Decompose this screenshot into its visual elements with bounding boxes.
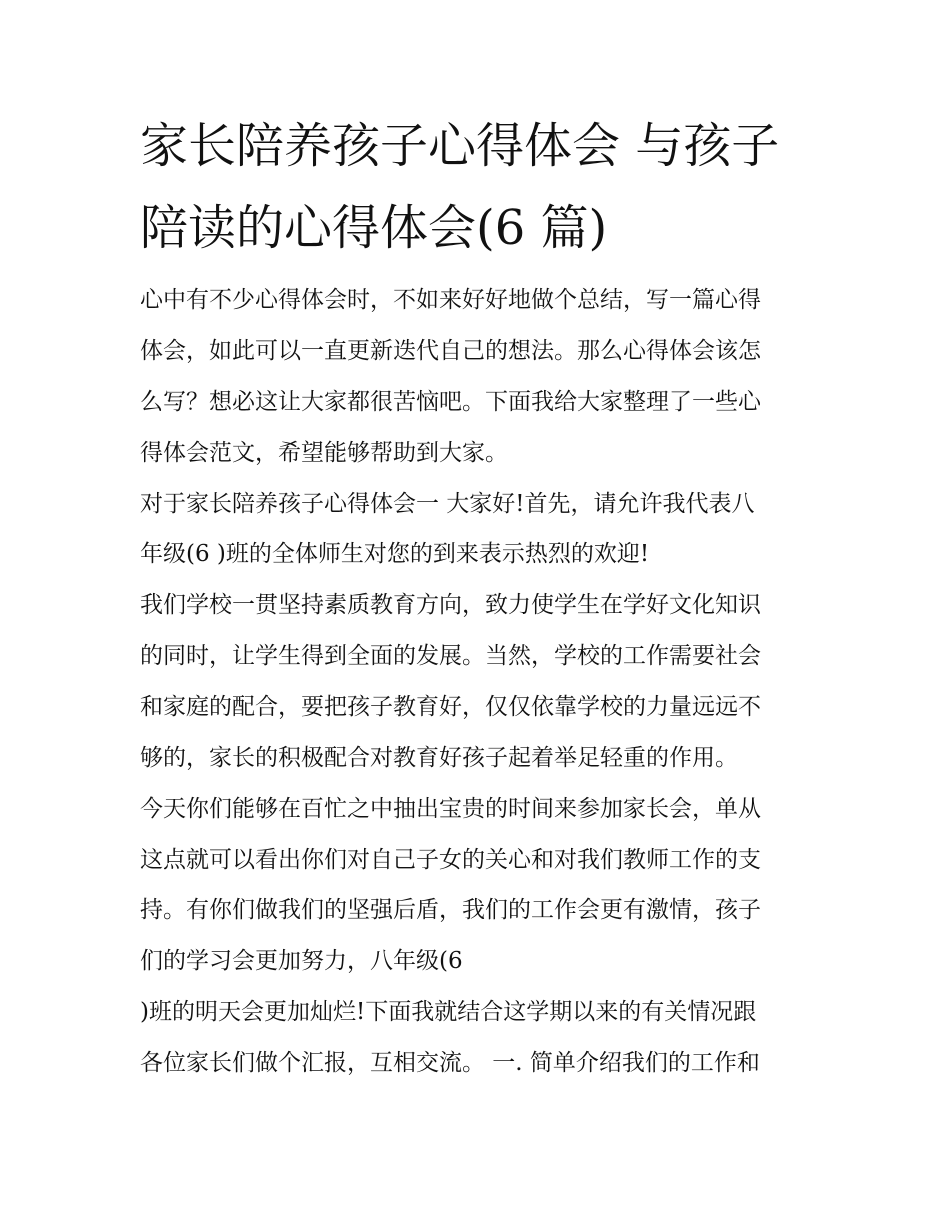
body-line-7: 我们学校一贯坚持素质教育方向，致力使学生在学好文化知识 <box>140 592 761 618</box>
body-line-5: 对于家长陪养孩子心得体会一 大家好!首先，请允许我代表八 <box>140 491 755 517</box>
body-line-12: 这点就可以看出你们对自己子女的关心和对我们教师工作的支 <box>140 847 761 873</box>
body-line-9: 和家庭的配合，要把孩子教育好，仅仅依靠学校的力量远远不 <box>140 694 761 720</box>
document-title-line-1: 家长陪养孩子心得体会 与孩子 <box>140 118 780 174</box>
body-line-3: 么写？想必这让大家都很苦恼吧。下面我给大家整理了一些心 <box>140 389 761 415</box>
document-title-line-2: 陪读的心得体会(6 篇) <box>140 200 608 256</box>
body-line-14: 们的学习会更加努力，八年级(6 <box>140 948 463 974</box>
body-line-10: 够的，家长的积极配合对教育好孩子起着举足轻重的作用。 <box>140 745 738 771</box>
body-line-4: 得体会范文，希望能够帮助到大家。 <box>140 440 508 466</box>
body-line-1: 心中有不少心得体会时，不如来好好地做个总结，写一篇心得 <box>140 287 761 313</box>
body-line-11: 今天你们能够在百忙之中抽出宝贵的时间来参加家长会，单从 <box>140 796 761 822</box>
body-line-2: 体会，如此可以一直更新迭代自己的想法。那么心得体会该怎 <box>140 338 761 364</box>
body-line-13: 持。有你们做我们的坚强后盾，我们的工作会更有激情，孩子 <box>140 897 761 923</box>
body-line-16: 各位家长们做个汇报，互相交流。 一. 简单介绍我们的工作和 <box>140 1050 760 1076</box>
body-line-6: 年级(6 )班的全体师生对您的到来表示热烈的欢迎! <box>140 541 650 567</box>
body-line-8: 的同时，让学生得到全面的发展。当然，学校的工作需要社会 <box>140 643 761 669</box>
body-line-15: )班的明天会更加灿烂!下面我就结合这学期以来的有关情况跟 <box>140 999 757 1025</box>
